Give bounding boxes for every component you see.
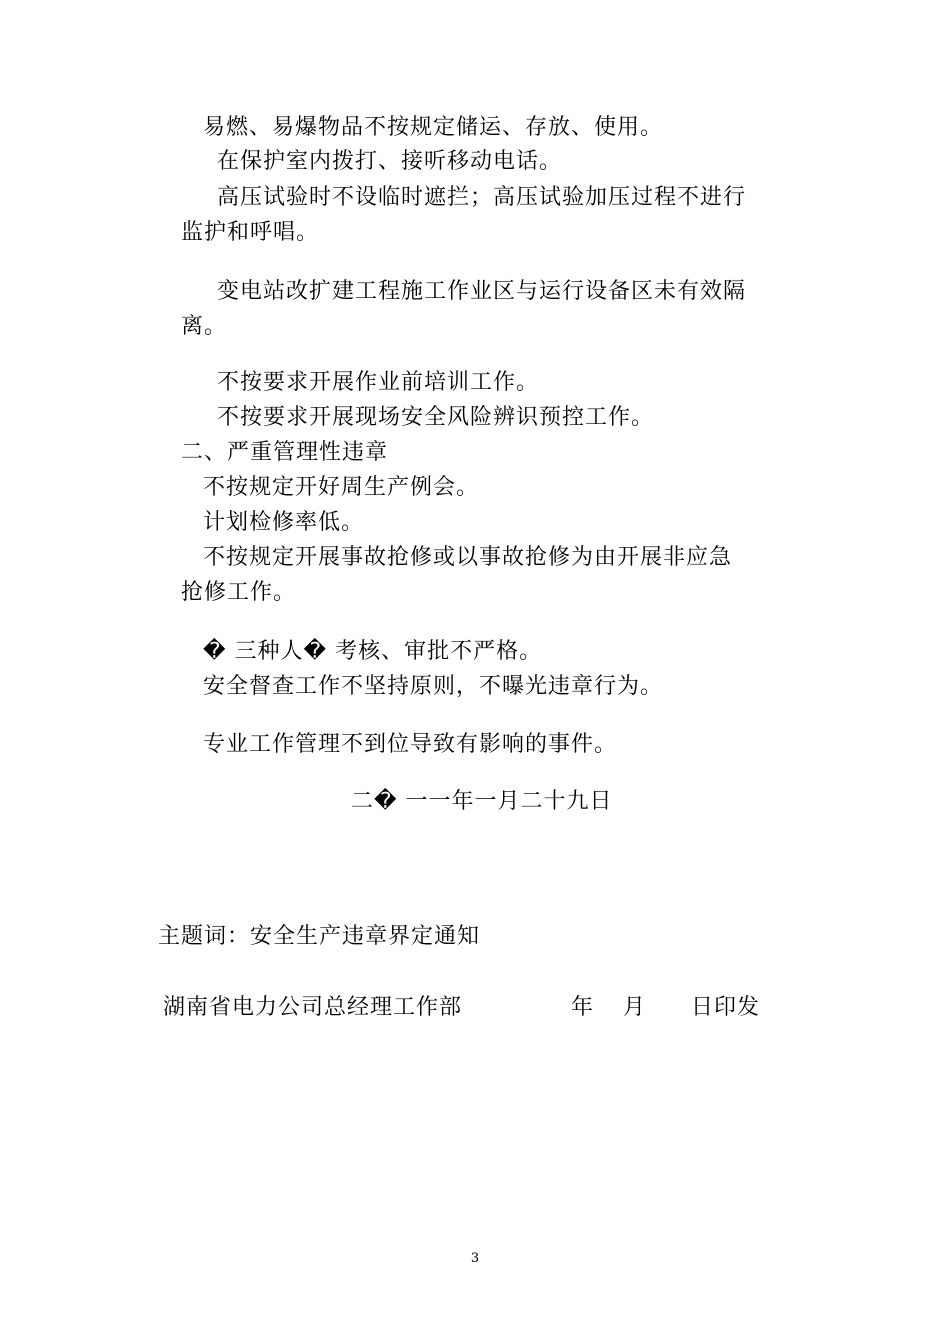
- violation-item-safety-supervision: 安全督查工作不坚持原则，不曝光违章行为。: [203, 674, 664, 699]
- violation-item-three-types-personnel: � 三种人� 考核、审批不严格。: [203, 639, 543, 664]
- issuing-organization: 湖南省电力公司总经理工作部: [163, 995, 463, 1020]
- violation-item-substation-isolation: 变电站改扩建工程施工作业区与运行设备区未有效隔: [217, 279, 747, 304]
- issue-day-label: 日印发: [691, 995, 761, 1020]
- section-heading-management-violations: 二、严重管理性违章: [181, 440, 389, 465]
- violation-item-mobile-phone: 在保护室内拨打、接听移动电话。: [217, 149, 563, 174]
- violation-item-high-voltage-test: 高压试验时不设临时遮拦；高压试验加压过程不进行: [217, 185, 747, 210]
- violation-item-pre-work-training: 不按要求开展作业前培训工作。: [217, 370, 540, 395]
- issue-year-label: 年: [571, 995, 595, 1020]
- violation-item-risk-identification: 不按要求开展现场安全风险辨识预控工作。: [217, 405, 655, 430]
- subject-keywords: 主题词：安全生产违章界定通知: [158, 924, 481, 949]
- violation-item-weekly-meeting: 不按规定开好周生产例会。: [203, 475, 480, 500]
- violation-item-high-voltage-test-cont: 监护和呼唱。: [181, 220, 320, 245]
- violation-item-emergency-repair: 不按规定开展事故抢修或以事故抢修为由开展非应急: [203, 545, 733, 570]
- issue-month-label: 月: [623, 995, 647, 1020]
- violation-item-professional-management: 专业工作管理不到位导致有影响的事件。: [203, 732, 618, 757]
- violation-item-flammables: 易燃、易爆物品不按规定储运、存放、使用。: [203, 115, 664, 140]
- violation-item-emergency-repair-cont: 抢修工作。: [181, 580, 297, 605]
- violation-item-maintenance-rate: 计划检修率低。: [203, 510, 365, 535]
- issuing-footer: [163, 993, 783, 1023]
- page-number: 3: [470, 1251, 480, 1266]
- violation-item-substation-isolation-cont: 离。: [181, 314, 228, 339]
- document-date: 二� 一一年一月二十九日: [351, 789, 613, 814]
